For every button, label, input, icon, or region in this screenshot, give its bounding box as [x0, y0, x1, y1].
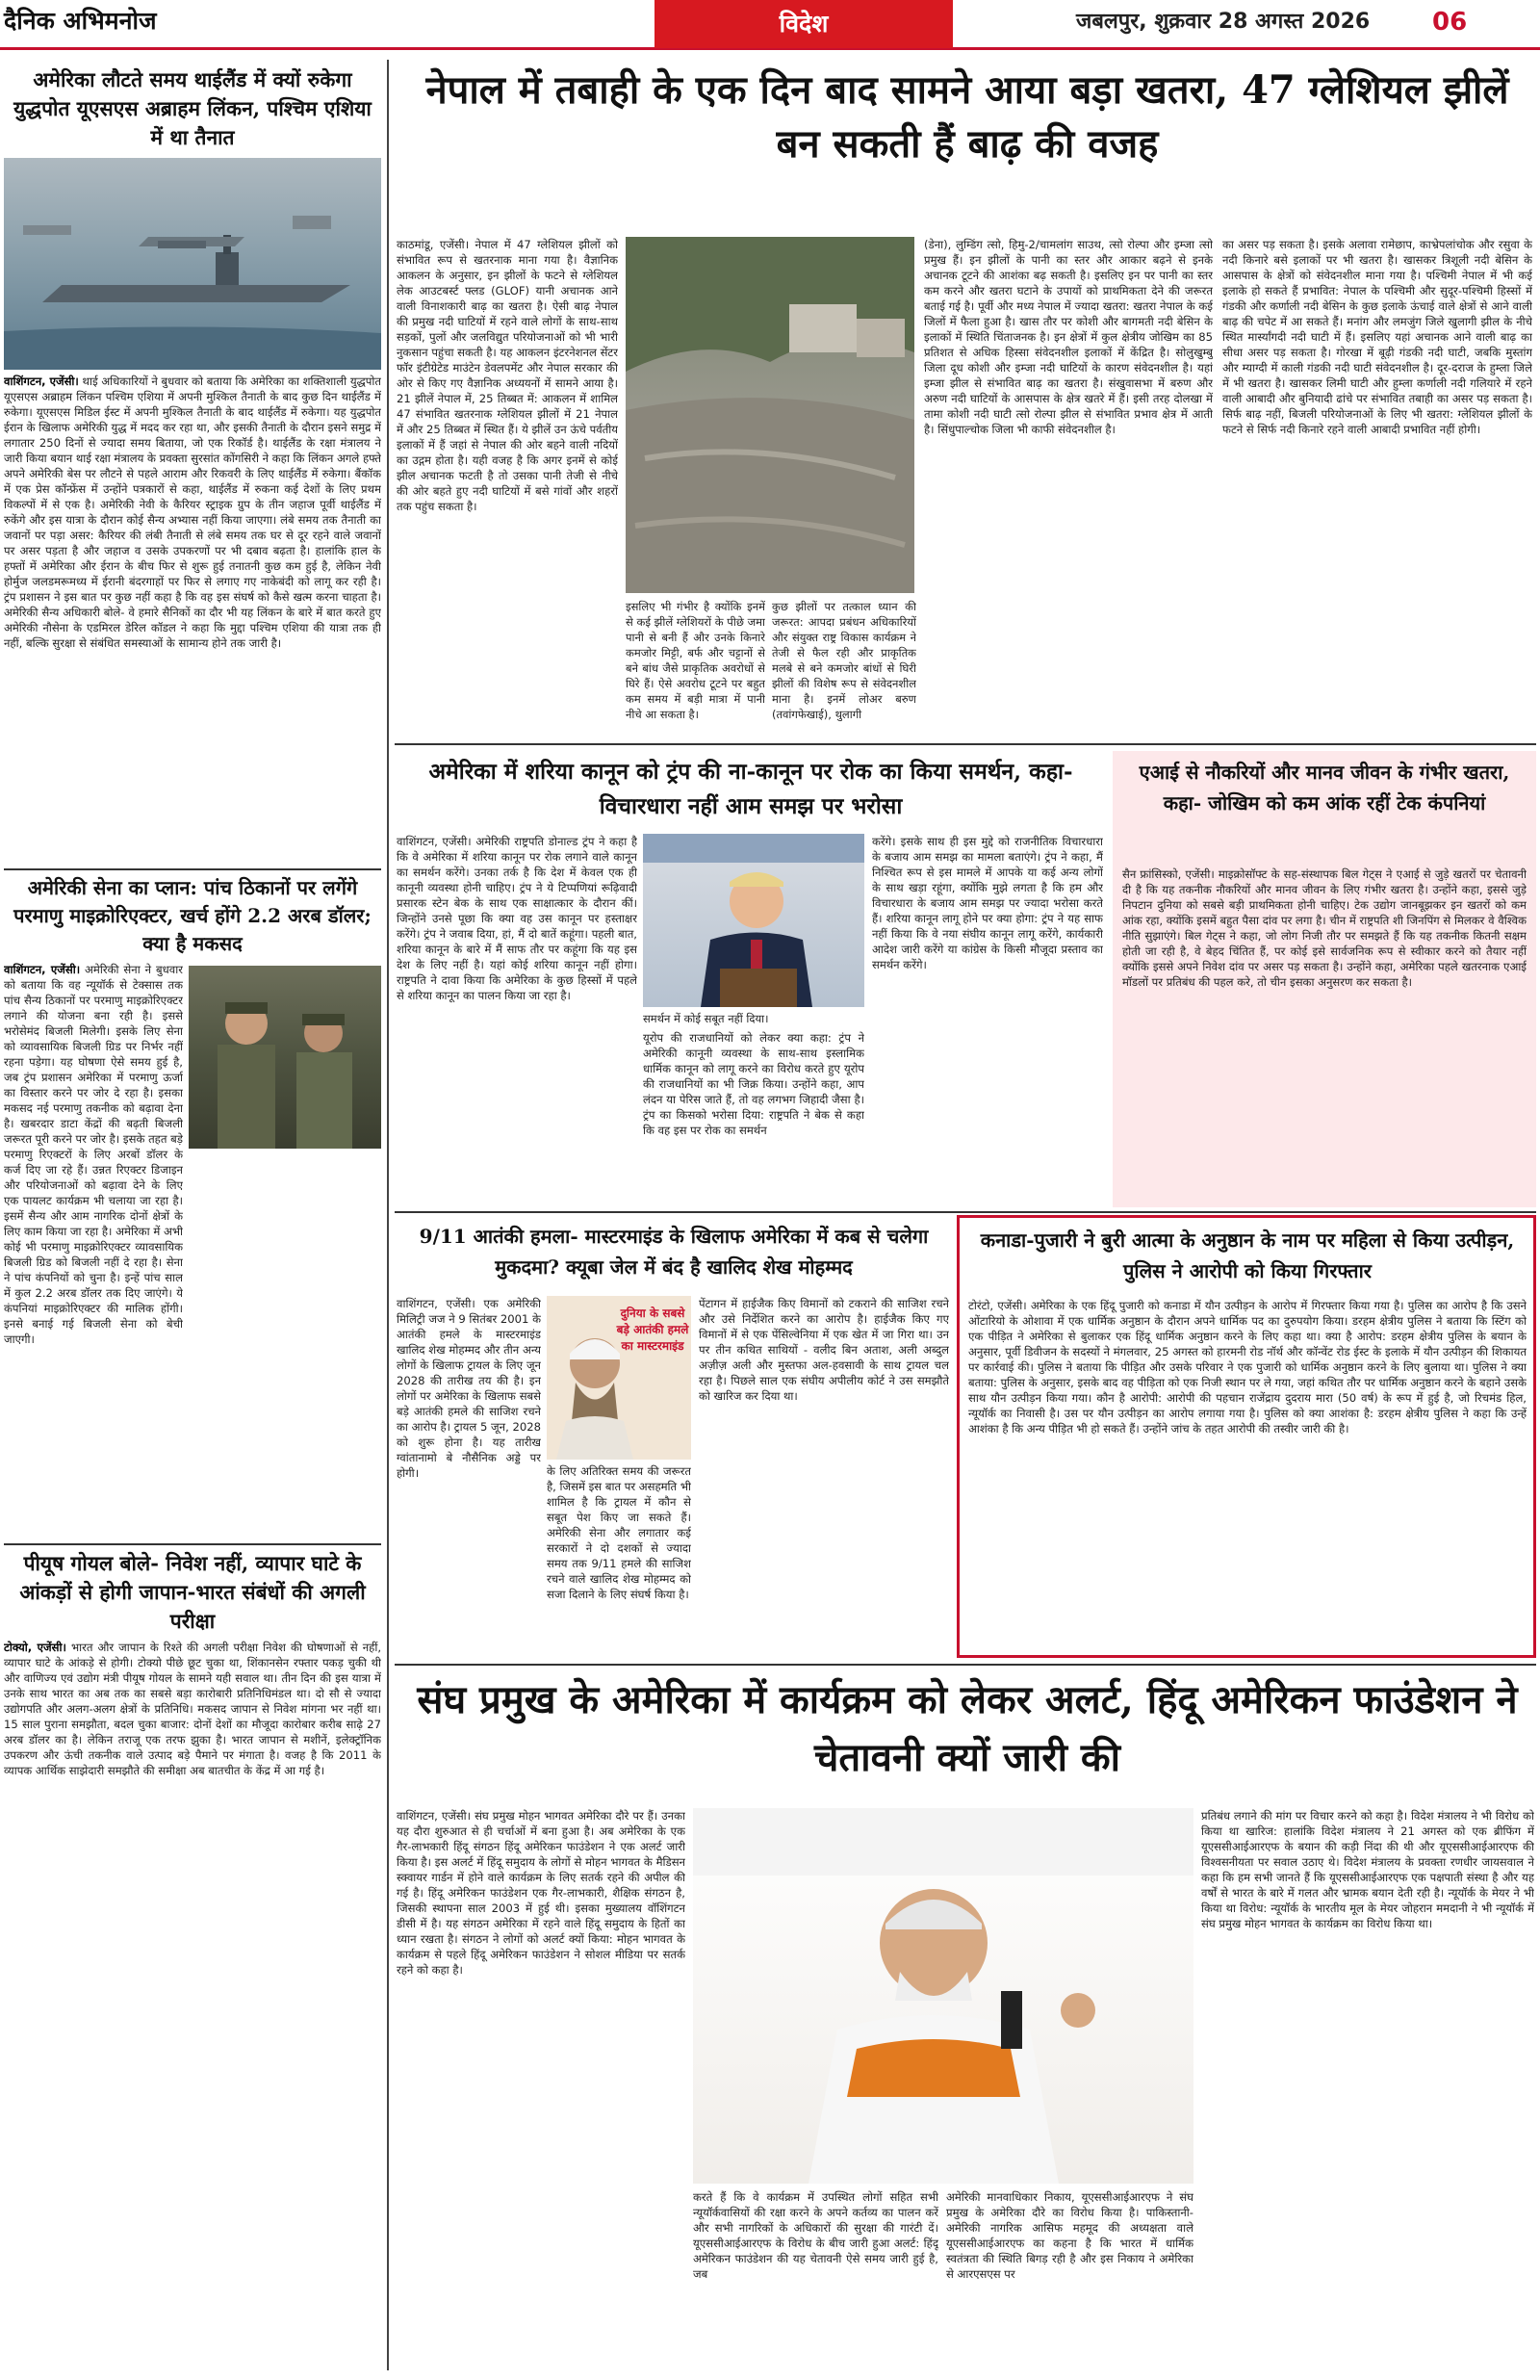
flood-photo — [626, 237, 914, 593]
trump-photo-caption: समर्थन में कोई सबूत नहीं दिया। — [643, 1012, 769, 1025]
s2-body — [4, 962, 183, 1539]
nine11-headline: 9/11 आतंकी हमला- मास्टरमाइंड के खिलाफ अमेरिका में कब से चलेगा मुकदमा? क्यूबा जेल में बंद है खालिद शेख मोहम्मद — [419, 1225, 929, 1279]
trump-headline: अमेरिका में शरिया कानून को ट्रंप की ना-कानून पर रोक का किया समर्थन, कहा- विचारधारा नहीं आम समझ पर भरोसा — [428, 759, 1073, 819]
ai-headline: एआई से नौकरियों और मानव जीवन के गंभीर खतरा, कहा- जोखिम को कम आंक रहीं टेक कंपनियां — [1139, 761, 1510, 815]
page-number: 06 — [1432, 8, 1468, 37]
newspaper-logo: दैनिक अभिमनोज — [4, 7, 157, 35]
nine11-col2: के लिए अतिरिक्त समय की जरूरत है, जिसमें इस बात पर असहमति भी शामिल है कि ट्रायल में कौन से सबूत पेश किए जा सकते हैं। अमेरिकी सेना और लगातार कई सरकारों ने दो दशकों से ज्यादा समय तक 9/11 हमले की साजिश रचने वाले खालिद शेख मोहम्मद को सजा दिलाने के लिए संघर्ष किया है। — [547, 1464, 691, 1601]
left-column — [4, 60, 381, 2370]
nepal-col1: काठमांडू, एजेंसी। नेपाल में 47 ग्लेशियल झीलों को संभावित रूप से खतरनाक माना गया है। वैज्ञानिक आकलन के अनुसार, इन झीलों के फटने से ग्लेशियल लेक आउटबर्स्ट फ्लड (GLOF) यानी अचानक आने वाली विनाशकारी बाढ़ का खतरा है। ऐसी बाढ़ नेपाल की प्रमुख नदी घाटियों में रहने वाले लोगों के साथ-साथ सड़कों, पुलों और जलविद्युत परियोजनाओं को भी भारी नुकसान पहुंचा सकती है। यह आकलन इंटरनेशनल सेंटर फॉर इंटीग्रेटेड माउंटेन डेवलपमेंट और नेपाल सरकार की ओर से किए गए वैज्ञानिक अध्ययनों में सामने आया है। 21 झीलें नेपाल में, 25 तिब्बत में: आकलन में शामिल 47 संभावित खतरनाक ग्लेशियल झीलों में 21 नेपाल में और 25 तिब्बत में स्थित हैं। ये झीलें उन ऊंचे पर्वतीय इलाकों में हैं जहां से नेपाल की ओर बहने वाली नदियों का उद्गम होता है। यही वजह है कि अगर इनमें से कोई झील अचानक फटती है तो उसका पानी तेजी से नीचे की ओर बहते हुए नदी घाटियों में बसे गांवों और शहरों तक पहुंच सकता है। — [397, 238, 618, 513]
nepal-col5: का असर पड़ सकता है। इसके अलावा रामेछाप, काभ्रेपलांचोक और रसुवा के नदी किनारे बसे इलाकों पर भी खतरा है। खासकर त्रिशूली नदी बेसिन के आसपास के क्षेत्रों को संवेदनशील माना गया है। पश्चिमी नेपाल में भी कई इलाके हो सकते हैं प्रभावित: नेपाल के पश्चिमी और सुदूर-पश्चिमी हिस्सों में गंडकी और कर्णाली नदी बेसिन के कुछ इलाके ऊंचाई वाले क्षेत्रों से आने वाली बाढ़ की चपेट में आ सकते हैं। मनांग और लमजुंग जिले खुलागी झील के नीचे स्थित मार्स्यांगदी नदी घाटी में हैं। इसलिए यहां अचानक आने वाली बाढ़ का सीधा असर पड़ सकता है। गोरखा में बूढ़ी गंडकी नदी घाटी, जबकि मुस्तांग और म्याग्दी में काली गंडकी नदी घाटी संवेदनशील है। दूर-दराज के हुम्ला जिले में भी खतरा है। खासकर लिमी घाटी और हुम्ला कर्णाली नदी गलियारे में रहने वाली आबादी और बुनियादी ढांचे पर संभावित तबाही का असर पड़ सकता है। सिर्फ बाढ़ नहीं, बिजली परियोजनाओं के लिए भी खतरा: ग्लेशियल झीलों के फटने से सिर्फ नदी किनारे रहने वाली आबादी प्रभावित नहीं होगी। — [1222, 238, 1532, 436]
rule — [395, 1664, 1536, 1666]
trump-photo — [643, 834, 864, 1007]
sangh-col2: करते हैं कि वे कार्यक्रम में उपस्थित लोगों सहित सभी न्यूयॉर्कवासियों की रक्षा करने के अपने कर्तव्य का पालन करें और सभी नागरिकों के अधिकारों की सुरक्षा की गारंटी दें। यूएससीआईआरएफ के विरोध के बीच जारी हुआ अलर्ट: हिंदू अमेरिकन फाउंडेशन की यह चेतावनी ऐसे समय जारी हुई है, जब — [693, 2190, 938, 2281]
s1-headline: अमेरिका लौटते समय थाईलैंड में क्यों रुकेगा युद्धपोत यूएसएस अब्राहम लिंकन, पश्चिम एशिया में था तैनात — [13, 67, 372, 149]
s3-text: भारत और जापान के रिश्ते की अगली परीक्षा निवेश की घोषणाओं से नहीं, व्यापार घाटे के आंकड़े से होगी। टोक्यो पीछे छूट चुका था, शिंकानसेन रफ्तार पकड़ चुकी थी और वाणिज्य एवं उद्योग मंत्री पीयूष गोयल के सामने यही सवाल था। तीन दिन की इस यात्रा में उनके साथ भारत का अब तक का सबसे बड़ा कारोबारी प्रतिनिधिमंडल था। दो सौ से ज्यादा उद्योगपति और अलग-अलग क्षेत्रों के प्रतिनिधि। मकसद जापान से निवेश मांगना भर नहीं था। 15 साल पुराना समझौता, बदल चुका बाजार: दोनों देशों का मौजूदा कारोबार करीब साढ़े 27 अरब डॉलर का है। लेकिन तराजू एक तरफ झुका है। भारत जापान से मशीनें, इलेक्ट्रॉनिक उपकरण और ऊंची तकनीक वाले उत्पाद बड़े पैमाने पर मंगाता है। वजह है कि 2011 के व्यापक आर्थिक साझेदारी समझौते की समीक्षा अब बातचीत के केंद्र में आ गई है। — [4, 1641, 381, 1777]
nine11-col3: पेंटागन में हाईजैक किए विमानों को टकराने की साजिश रचने और उसे निर्देशित करने का आरोप है। हाईजैक किए गए विमानों में से एक पेंसिल्वेनिया में एक खेत में जा गिरा था। उन पर तीन कथित साथियों - वलीद बिन अताश, अली अब्दुल अज़ीज़ अली और मुस्तफा अल-हवसावी के साथ ट्रायल चल रहा है। पिछले साल एक संघीय अपीलीय कोर्ट ने उस समझौते को खारिज कर दिया था। — [699, 1297, 949, 1403]
s1-body — [4, 374, 381, 865]
sangh-col1: वाशिंगटन, एजेंसी। संघ प्रमुख मोहन भागवत अमेरिका दौरे पर हैं। उनका यह दौरा शुरुआत से ही चर्चाओं में बना हुआ है। अब अमेरिका के एक गैर-लाभकारी हिंदू संगठन हिंदू अमेरिकन फाउंडेशन ने एक अलर्ट जारी किया है। इस अलर्ट में हिंदू समुदाय के लोगों से मोहन भागवत के मैडिसन स्क्वायर गार्डन में होने वाले कार्यक्रम के लिए सतर्क रहने की अपील की गई है। हिंदू अमेरिकन फाउंडेशन एक गैर-लाभकारी, शैक्षिक संगठन है, जिसकी स्थापना साल 2003 में हुई थी। इसका मुख्यालय वॉशिंगटन डीसी में है। यह संगठन अमेरिका में रहने वाले हिंदू समुदाय के हितों का ध्यान रखता है। संगठन ने लोगों को अलर्ट क्यों किया: मोहन भागवत के कार्यक्रम से पहले हिंदू अमेरिकन फाउंडेशन ने सोशल मीडिया पर सतर्क रहने को कहा है। — [397, 1809, 685, 1977]
flood-caption-1: इसलिए भी गंभीर है क्योंकि इनमें से कई झीलें ग्लेशियरों के पीछे जमा पानी से बनी हैं और उनके किनारे कमजोर मिट्टी, बर्फ और चट्टानों से बने बांध जैसे प्राकृतिक अवरोधों से घिरे हैं। ऐसे अवरोध टूटने पर बहुत कम समय में बड़ी मात्रा में पानी नीचे आ सकता है। — [626, 600, 765, 721]
rule — [395, 743, 1536, 745]
s1-dateline: वाशिंगटन, एजेंसी। — [4, 375, 79, 388]
rule — [395, 1211, 1536, 1213]
trump-col1: वाशिंगटन, एजेंसी। अमेरिकी राष्ट्रपति डोनाल्ड ट्रंप ने कहा है कि वे अमेरिका में शरिया कानून पर रोक लगाने वाले कानून का समर्थन करेंगे। उनका तर्क है कि देश में केवल एक ही कानूनी व्यवस्था होनी चाहिए। ट्रंप ने ये टिप्पणियां रूढ़िवादी प्रसारक स्टेन बेक के साथ एक साक्षात्कार के दौरान कीं। जिन्होंने उनसे पूछा कि क्या वह उस कानून पर हस्ताक्षर करेंगे। ट्रंप ने जवाब दिया, हां, मैं दो बातें कहूंगा। पहली बात, शरिया कानून के बारे में मैं साफ तौर पर कहूंगा कि यह इस देश के लिए नहीं है। यहां कोई शरिया कानून नहीं होगा। राष्ट्रपति ने दावा किया कि अमेरिका के कुछ हिस्सों में पहले से शरिया कानून का पालन किया जा रहा है। — [397, 835, 637, 1002]
trump-col3: करेंगे। इसके साथ ही इस मुद्दे को राजनीतिक विचारधारा के बजाय आम समझ का मामला बताएंगे। ट्रंप ने कहा, मैं निश्चित रूप से इस मामले में आपके या कई अन्य लोगों के साथ खड़ा रहूंगा, क्योंकि मुझे लगता है कि हम और विचारधारा के बजाय आम समझ पर ज्यादा भरोसा करते हैं। शरिया कानून लागू होने पर क्या होगा: ट्रंप ने यह साफ नहीं किया कि वे नया संघीय कानून लागू करेंगे, कार्यकारी आदेश जारी करेंगे या कांग्रेस के किसी मौजूदा प्रस्ताव का समर्थन करेंगे। — [872, 835, 1103, 971]
s2-text: अमेरिकी सेना ने बुधवार को बताया कि वह न्यूयॉर्क से टेक्सास तक पांच सैन्य ठिकानों पर परमाणु माइक्रोरिएक्टर लगाने की योजना बना रही है। इससे भरोसेमंद बिजली मिलेगी। इसके लिए सेना को व्यावसायिक बिजली ग्रिड पर निर्भर नहीं रहना पड़ेगा। यह घोषणा ऐसे समय हुई है, जब ट्रंप प्रशासन अमेरिका में परमाणु ऊर्जा का विस्तार करने पर जोर दे रहा है। इसका मकसद नई परमाणु तकनीक को बढ़ावा देना है। खबरदार डाटा केंद्रों की बढ़ती बिजली जरूरत पूरी करने पर जोर है। इसके तहत बड़े परमाणु रिएक्टरों के लिए अरबों डॉलर के कर्ज दिए जा रहे हैं। उन्नत रिएक्टर डिजाइन और परियोजनाओं को बढ़ावा देने के लिए एक पायलट कार्यक्रम भी चलाया जा रहा है। इसमें सैन्य और आम नागरिक दोनों क्षेत्रों के लिए काम किया जा रहा है। अमेरिका में अभी कोई भी परमाणु माइक्रोरिएक्टर व्यावसायिक बिजली ग्रिड को बिजली नहीं दे रहा है। सेना ने पांच कंपनियों को चुना है। इन्हें पांच साल में कुल 2.2 अरब डॉलर तक दिए जाएंगे। ये कंपनियां माइक्रोरिएक्टर की मालिक होंगी। इनसे बनाई गई बिजली सेना को बेची जाएगी। — [4, 963, 183, 1346]
carrier-illustration — [4, 158, 381, 370]
flood-caption-2: कुछ झीलों पर तत्काल ध्यान की जरूरत: आपदा प्रबंधन अधिकारियों और संयुक्त राष्ट्र विकास कार्यक्रम ने तेजी से फैल रही और प्राकृतिक मलबे से बने कमजोर बांधों से घिरी झीलों की विशेष रूप से संवेदनशील माना है। इनमें लोअर बरुण (तवांगफेखाई), थुलागी — [772, 600, 916, 721]
dateline: जबलपुर, शुक्रवार 28 अगस्त 2026 — [1076, 10, 1371, 34]
trump-col2: यूरोप की राजधानियों को लेकर क्या कहा: ट्रंप ने अमेरिकी कानूनी व्यवस्था के साथ-साथ इस्लामिक धार्मिक कानून को लागू करने का विरोध करते हुए यूरोप की राजधानियों का भी जिक्र किया। उन्होंने कहा, आप लंदन या पेरिस जाते हैं, तो वह लगभग जिहादी जैसा है। ट्रंप का किसको भरोसा दिया: राष्ट्रपति ने बेक से कहा कि वह इस पर रोक का समर्थन — [643, 1031, 864, 1137]
sangh-col4: प्रतिबंध लगाने की मांग पर विचार करने को कहा है। विदेश मंत्रालय ने भी विरोध को किया था खारिज: हालांकि विदेश मंत्रालय ने 21 अगस्त को एक ब्रीफिंग में यूएससीआईआरएफ के बयान की कड़ी निंदा की थी और यूएससीआईआरएफ की विश्वसनीयता पर सवाल उठाए थे। विदेश मंत्रालय के प्रवक्ता रणधीर जायसवाल ने कहा कि हम सभी जानते हैं कि यूएससीआईआरएफ एक पक्षपाती संस्था है और यह वर्षों से भारत के बारे में गलत और भ्रामक बयान देती रही है। न्यूयॉर्क के मेयर ने भी किया था विरोध: न्यूयॉर्क के भारतीय मूल के मेयर जोहरान ममदानी ने भी न्यूयॉर्क में संघ प्रमुख मोहन भागवत के कार्यक्रम का विरोध किया था। — [1201, 1809, 1534, 1930]
s3-body — [4, 1640, 381, 1957]
nepal-col4: (डेना), लुम्डिंग त्सो, हिमु-2/चामलांग साउथ, त्सो रोल्पा और इम्जा त्सो प्रमुख हैं। इन झीलों के पानी का स्तर और आकार बढ़ने से इनके अचानक टूटने की आशंका बढ़ सकती है। इसलिए इन पर पानी का स्तर कम करने और खतरा घटाने के उपायों को प्राथमिकता देने की जरूरत बताई गई है। पूर्वी और मध्य नेपाल में ज्यादा खतरा: खतरा नेपाल के कई जिलों में फैला हुआ है। खास तौर पर कोशी और बागमती नदी बेसिन के इलाकों में स्थिति चिंताजनक है। इन क्षेत्रों में कुल क्षेत्रीय जोखिम का 85 प्रतिशत से अधिक हिस्सा संवेदनशील इलाकों में केंद्रित है। सोलुखुम्बु जिला दूध कोशी और इम्जा नदी घाटियों के कारण संवेदनशील है। यहां इम्जा झील से संभावित बाढ़ का खतरा है। संखुवासभा में बरुण और अरुण नदी घाटियों के आसपास के क्षेत्र खतरे में हैं। इसी तरह दोलखा में तामा कोशी नदी घाटी त्सो रोल्पा झील से संभावित प्रभाव क्षेत्र में आती है। सिंधुपाल्चोक जिला भी काफी संवेदनशील है। — [924, 238, 1213, 436]
canada-headline: कनाडा-पुजारी ने बुरी आत्मा के अनुष्ठान के नाम पर महिला से किया उत्पीड़न, पुलिस ने आरोपी को किया गिरफ्तार — [980, 1229, 1515, 1282]
bhagwat-photo — [693, 1808, 1194, 2184]
nine11-col1: वाशिंगटन, एजेंसी। एक अमेरिकी मिलिट्री जज ने 9 सितंबर 2001 के आतंकी हमले के मास्टरमाइंड खालिद शेख मोहम्मद और तीन अन्य लोगों के खिलाफ ट्रायल के लिए जून 2028 की तारीख तय की है। इन लोगों पर अमेरिका के खिलाफ सबसे बड़े आतंकी हमले की साजिश रचने का आरोप है। ट्रायल 5 जून, 2028 को शुरू होना है। यह तारीख ग्वांतानामो बे नौसैनिक अड्डे पर होगी। — [397, 1297, 541, 1480]
ai-body: सैन फ्रांसिस्को, एजेंसी। माइक्रोसॉफ्ट के सह-संस्थापक बिल गेट्स ने एआई से जुड़े खतरों पर चेतावनी दी है कि यह तकनीक नौकरियों और मानव जीवन के लिए गंभीर खतरा है। उन्होंने कहा, इससे जुड़े निपटान दुनिया को सबसे बड़ी प्राथमिकता होनी चाहिए। टेक उद्योग जानबूझकर इन खतरों को कम आंक रहा, क्योंकि इसमें बहुत पैसा दांव पर लगा है। चीन में राष्ट्रपति शी जिनपिंग से मिलकर वे वैश्विक नीति सुझाएंगे। बिल गेट्स ने कहा, जो लोग निजी तौर पर समझते हैं कि यह तकनीक कितनी सक्षम होती जा रही है, वे बेहद चिंतित हैं, पर कोई इसे सार्वजनिक रूप से स्वीकार करने को तैयार नहीं क्योंकि इससे अपने निवेश दांव पर असर पड़ सकता है। उन्होंने कहा, अमेरिका पहले खतरनाक एआई मॉडलों पर प्रतिबंध की पहल करे, तो चीन इसका अनुसरण कर सकता है। — [1122, 867, 1527, 989]
s3-headline: पीयूष गोयल बोले- निवेश नहीं, व्यापार घाटे के आंकड़ों से होगी जापान-भारत संबंधों की अगली परीक्षा — [19, 1551, 366, 1633]
rule — [4, 1543, 381, 1545]
s1-text: थाई अधिकारियों ने बुधवार को बताया कि अमेरिका का शक्तिशाली युद्धपोत यूएसएस अब्राहम लिंकन पश्चिम एशिया में अपनी मुश्किल तैनाती के बाद कुछ दिन थाईलैंड में रुकेगा। यूएसएस मिडिल ईस्ट में अपनी मुश्किल तैनाती के बाद थाईलैंड में रुकेगा। यह युद्धपोत ईरान के खिलाफ अमेरिकी युद्ध में मदद कर रहा था, और इसकी तैनाती के दौरान इसने समुद्र में लगातार 250 दिनों से ज्यादा समय बिताया, जो एक रिकॉर्ड है। थाईलैंड के रक्षा मंत्रालय ने जारी किया बयान थाई रक्षा मंत्रालय के प्रवक्ता सुरसांत कोंगसिरी ने कहा कि लिंकन अगले हफ्ते अपने अमेरिकी बेस पर लौटने से पहले आराम और रिकवरी के लिए थाईलैंड में रुकेगा। बैंकॉक में एक प्रेस कॉन्फ्रेंस में उन्होंने पत्रकारों से कहा, थाईलैंड में रुकना कई देशों के लिए प्रथम विकल्पों में से एक है। अमेरिकी नेवी के कैरियर स्ट्राइक ग्रुप के तीन जहाज पूर्वी थाईलैंड में रुकेंगे और इस यात्रा के दौरान कोई सैन्य अभ्यास नहीं किया जाएगा। लंबे समय तक तैनाती का जवानों पर पड़ा असर: कैरियर की लंबी तैनाती से लंबे समय तक घर से दूर रहने वाले जवानों पर असर पड़ता है और जहाज व उसके उपकरणों पर भी दबाव बढ़ता है। हालांकि हाल के हफ्तों में अमेरिका और ईरान के बीच फिर से शुरू हुई तनातनी कुछ कम हुई है, लेकिन नेवी होर्मुज जलडमरूमध्य में ईरानी बंदरगाहों पर फिर से लगाए गए नाकेबंदी को लागू कर रही है। ट्रंप प्रशासन ने इस बात पर कुछ नहीं कहा है कि वह इस संघर्ष को कैसे खत्म करना चाहता है। अमेरिकी सैन्य अधिकारी बोले- वे हमारे सैनिकों का दौर भी यह लिंकन के बारे में बात करते हुए अमेरिकी नौसेना के एडमिरल डेरिल कॉडल ने कहा कि मुद्दा पश्चिम एशिया की यात्रा तक ही नहीं, बल्कि सुरक्षा से संबंधित समस्याओं के सामान्य होने तक जारी है। — [4, 375, 381, 650]
s2-dateline: वाशिंगटन, एजेंसी। — [4, 963, 81, 976]
s2-headline: अमेरिकी सेना का प्लान: पांच ठिकानों पर लगेंगे परमाणु माइक्रोरिएक्टर, खर्च होंगे 2.2 अरब डॉलर; क्या है मकसद — [13, 876, 372, 955]
sangh-col3: अमेरिकी मानवाधिकार निकाय, यूएससीआईआरएफ ने संघ प्रमुख के अमेरिका दौरे का विरोध किया है। पाकिस्तानी-अमेरिकी नागरिक आसिफ महमूद की अध्यक्षता वाले यूएससीआईआरएफ का कहना है कि भारत में धार्मिक स्वतंत्रता की स्थिति बिगड़ रही है और इस निकाय ने अमेरिका से आरएसएस पर — [946, 2190, 1194, 2281]
column-divider — [387, 60, 389, 2370]
rule — [4, 868, 381, 870]
canada-body: टोरंटो, एजेंसी। अमेरिका के एक हिंदू पुजारी को कनाडा में यौन उत्पीड़न के आरोप में गिरफ्तार किया गया है। पुलिस का आरोप है कि उसने ओंटारियो के ओशावा में एक धार्मिक अनुष्ठान के दौरान अपने धार्मिक पद का दुरुपयोग किया। डरहम क्षेत्रीय पुलिस ने बताया कि स्टिंग को एक पीड़ित ने अमेरिका से बुलाकर एक हिंदू धार्मिक अनुष्ठान करने के लिए कहा था। क्या है आरोप: डरहम क्षेत्रीय पुलिस के बयान के अनुसार, पूर्वी डिवीजन के सदस्यों ने मंगलवार, 25 अगस्त को हारमनी रोड नॉर्थ और कॉन्वेंट रोड ईस्ट के इलाके में यौन उत्पीड़न की शिकायत पर कार्रवाई की। पुलिस ने बताया कि पीड़ित और उसके परिवार ने एक पुजारी को धार्मिक अनुष्ठान करने के लिए बुलाया था। पुलिस ने क्या बताया: पुलिस के अनुसार, इसके बाद वह पीड़िता को एक निजी स्थान पर ले गया, जहां कथित तौर पर धार्मिक अनुष्ठान करने के बहाने उसके साथ यौन उत्पीड़न किया गया। कौन है आरोपी: आरोपी की पहचान राजेंद्राय दुदराय मारा (50 वर्ष) के रूप में हुई है, जो रिचमंड हिल, न्यूयॉर्क का निवासी है। उस पर यौन उत्पीड़न का आरोप लगाया गया है। पुलिस को क्या आशंका है: डरहम क्षेत्रीय पुलिस ने कहा कि उन्हें आशंका है कि अन्य पीड़ित भी हो सकते हैं। उन्होंने जांच के तहत आरोपी की तस्वीर जारी की है। — [968, 1299, 1527, 1436]
section-tab: विदेश — [654, 0, 953, 48]
sangh-headline: संघ प्रमुख के अमेरिका में कार्यक्रम को लेकर अलर्ट, हिंदू अमेरिकन फाउंडेशन ने चेतावनी क्यों जारी की — [417, 1677, 1518, 1780]
soldiers-photo — [189, 966, 381, 1149]
aircraft-carrier-photo — [4, 158, 381, 370]
s3-dateline: टोक्यो, एजेंसी। — [4, 1641, 66, 1654]
ksm-inset-title: दुनिया के सबसे बड़े आतंकी हमले का मास्टरमाइंड — [616, 1306, 689, 1353]
nepal-headline: नेपाल में तबाही के एक दिन बाद सामने आया बड़ा खतरा, 47 ग्लेशियल झीलें बन सकती हैं बाढ़ की वजह — [425, 67, 1509, 167]
